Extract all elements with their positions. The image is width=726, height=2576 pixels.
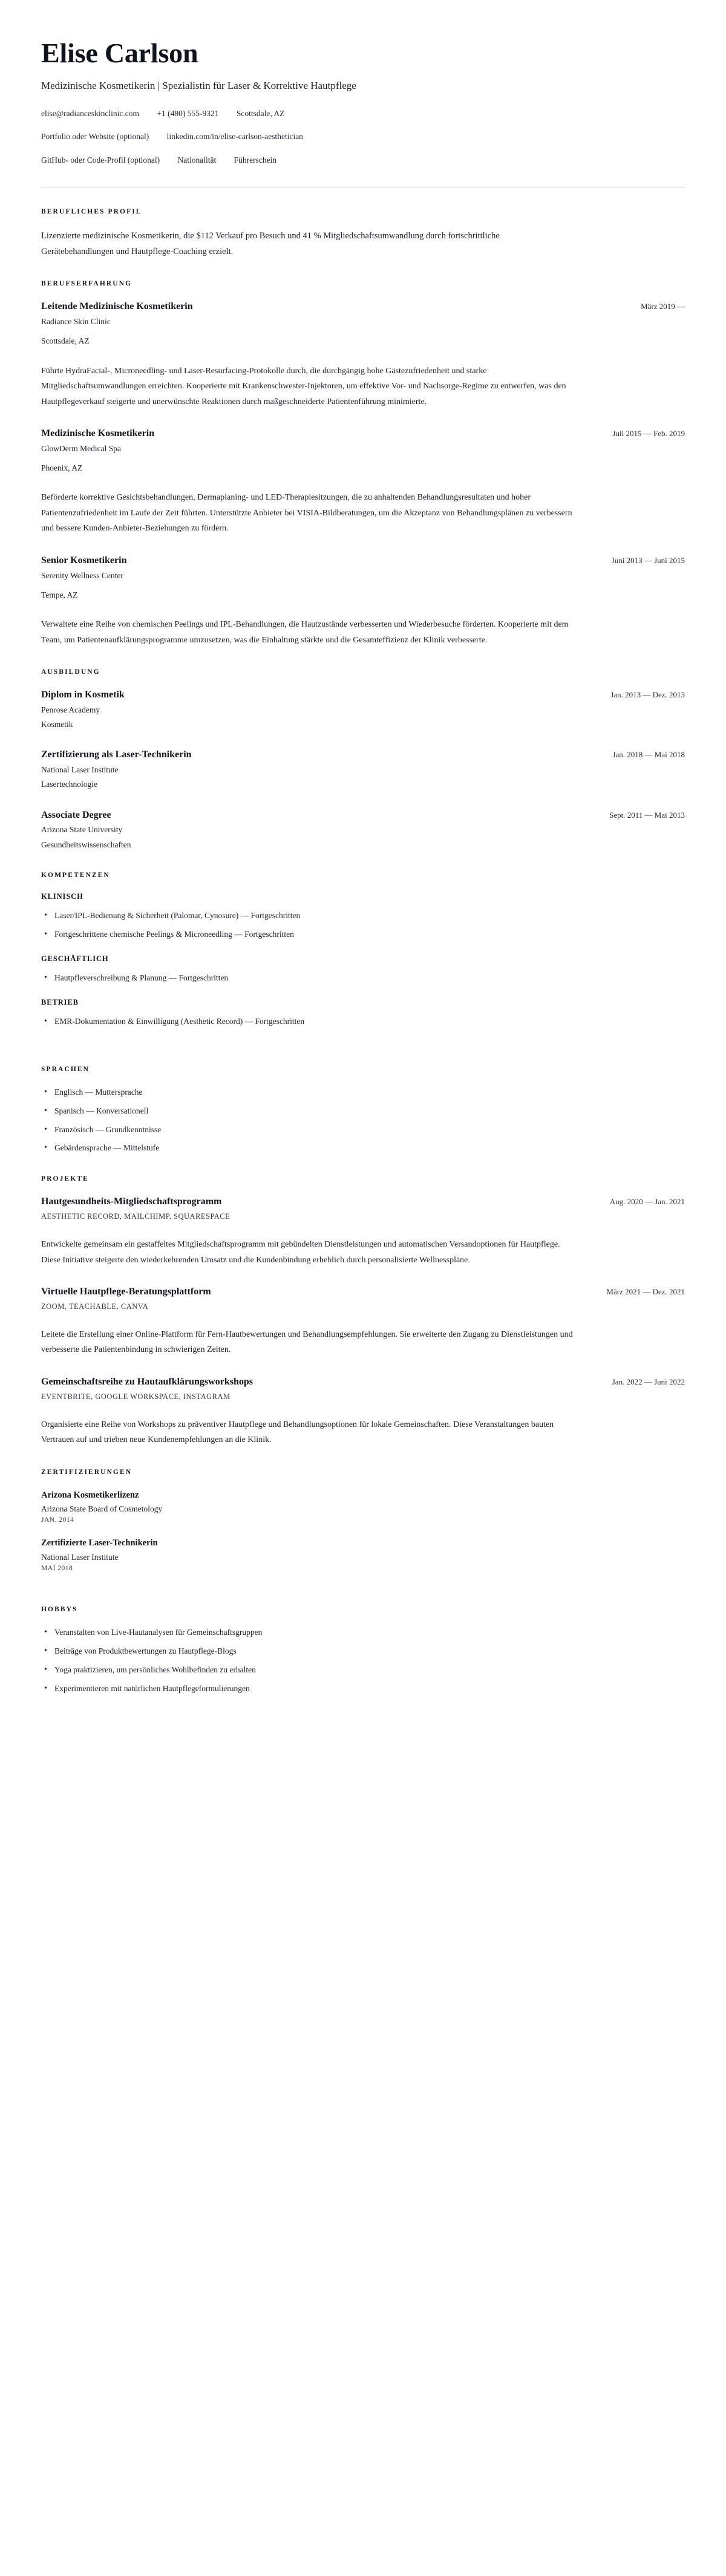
section-certifications (41, 1469, 685, 1573)
experience-role: Leitende Medizinische Kosmetikerin (41, 301, 193, 312)
section-title-projects: PROJEKTE (41, 1175, 89, 1183)
project-stack: EVENTBRITE, GOOGLE WORKSPACE, INSTAGRAM (41, 1392, 231, 1401)
contact-nationality: Nationalität (177, 155, 217, 165)
resume-header (41, 39, 685, 187)
summary-text: Lizenzierte medizinische Kosmetikerin, die $112 Verkauf pro Besuch und 41 % Mitgliedschaftsumwandlung durch fortschrittliche Gerätebehandlungen und Hautpflege-Coaching erzielt. (41, 230, 500, 256)
project-name: Virtuelle Hautpflege-Beratungsplattform (41, 1286, 211, 1297)
contact-row-2 (41, 131, 685, 143)
education-item-head (41, 689, 685, 702)
contact-drivers-license: Führerschein (234, 155, 277, 165)
certification-issuer: Arizona State Board of Cosmetology (41, 1504, 163, 1513)
project-stack: AESTHETIC RECORD, MAILCHIMP, SQUARESPACE (41, 1212, 231, 1221)
education-item-head (41, 809, 685, 822)
contact-location: Scottsdale, AZ (236, 109, 285, 119)
project-item (41, 1196, 685, 1268)
section-education (41, 668, 685, 851)
section-title-skills: KOMPETENZEN (41, 871, 110, 879)
project-date: Jan. 2022 — Juni 2022 (612, 1377, 685, 1386)
project-description: Entwickelte gemeinsam ein gestaffeltes Mitgliedschaftsprogramm mit gebündelten Dienstleistungen und automatischen Versandoptionen für Hautpflege. Diese Initiative steigerte den wiederkehrenden Umsatz und die Kundenbindung erheblich durch personalisierte Wellnesspläne. (41, 1240, 560, 1265)
certification-name: Arizona Kosmetikerlizenz (41, 1490, 139, 1500)
section-title-certifications: ZERTIFIZIERUNGEN (41, 1468, 132, 1476)
education-date: Jan. 2013 — Dez. 2013 (610, 690, 685, 700)
certification-date: JAN. 2014 (41, 1516, 74, 1524)
section-projects (41, 1175, 685, 1447)
spacer (41, 1032, 685, 1045)
skill-item: • EMR-Dokumentation & Einwilligung (Aesthetic Record) — Fortgeschritten (41, 1016, 685, 1028)
contact-linkedin[interactable]: linkedin.com/in/elise-carlson-aesthetician (166, 132, 303, 142)
section-hobbies (41, 1606, 685, 1695)
language-list (41, 1086, 685, 1155)
education-item (41, 689, 685, 731)
skill-group-geschaeftlich (41, 954, 685, 985)
section-title-languages: SPRACHEN (41, 1065, 90, 1073)
project-description: Organisierte eine Reihe von Workshops zu präventiver Hautpflege und Behandlungsoptionen für lokale Gemeinschaften. Diese Veranstaltungen bauten Vertrauen auf und trieben neue Kundenempfehlungen an die Klinik. (41, 1420, 554, 1445)
education-item (41, 809, 685, 851)
project-item (41, 1286, 685, 1358)
skill-group-klinisch (41, 892, 685, 941)
education-school: Penrose Academy (41, 705, 100, 714)
education-degree: Associate Degree (41, 809, 111, 820)
project-item-head (41, 1196, 685, 1208)
education-degree: Diplom in Kosmetik (41, 690, 125, 700)
certification-item (41, 1489, 685, 1524)
education-item-head (41, 749, 685, 761)
project-item-head (41, 1286, 685, 1299)
language-item: • Englisch — Muttersprache (41, 1086, 685, 1099)
education-degree: Zertifizierung als Laser-Technikerin (41, 749, 192, 760)
skill-group-title: GESCHÄFTLICH (41, 954, 109, 963)
section-title-hobbies: HOBBYS (41, 1606, 78, 1614)
skill-list (41, 1016, 685, 1028)
contact-email[interactable]: elise@radianceskinclinic.com (41, 109, 139, 119)
language-item: • Französisch — Grundkenntnisse (41, 1124, 685, 1136)
contact-phone[interactable]: +1 (480) 555-9321 (157, 109, 219, 119)
project-stack: ZOOM, TEACHABLE, CANVA (41, 1302, 149, 1311)
experience-role: Medizinische Kosmetikerin (41, 428, 155, 439)
certification-item (41, 1537, 685, 1572)
skill-group-title: BETRIEB (41, 997, 79, 1006)
project-description: Leitete die Erstellung einer Online-Plattform für Fern-Hautbewertungen und Behandlungsempfehlungen. Sie erweiterte den Zugang zu Dienstleistungen und verbesserte die Patientenbindung in schwierigen Zeiten. (41, 1329, 573, 1355)
experience-description: Führte HydraFacial-, Microneedling- und Laser-Resurfacing-Protokolle durch, die durchgängig hohe Gästezufriedenheit und starke Mitgliedschaftsumwandlungen erreichten. Kooperierte mit Krankenschwester-Injektoren, um effektive Vor- und Nachsorge-Regime zu entwerfen, was den Hautpflegeverkauf steigerte und unerwünschte Reaktionen durch maßgeschneiderte Patientenführung minimierte. (41, 366, 566, 406)
experience-role: Senior Kosmetikerin (41, 555, 127, 566)
hobby-item: • Beiträge von Produktbewertungen zu Hautpflege-Blogs (41, 1645, 685, 1658)
education-field: Lasertechnologie (41, 780, 97, 789)
education-school: National Laser Institute (41, 765, 119, 775)
experience-date: März 2019 — (641, 302, 685, 311)
skill-item: • Fortgeschrittene chemische Peelings & Microneedling — Fortgeschritten (41, 928, 685, 941)
section-title-summary: BERUFLICHES PROFIL (41, 207, 142, 215)
hobby-list (41, 1626, 685, 1695)
skill-list (41, 910, 685, 941)
skill-item: • Hautpfleverschreibung & Planung — Fortgeschritten (41, 972, 685, 985)
certification-date: MAI 2018 (41, 1565, 73, 1573)
education-school: Arizona State University (41, 825, 123, 835)
project-name: Hautgesundheits-Mitgliedschaftsprogramm (41, 1196, 222, 1207)
education-date: Sept. 2011 — Mai 2013 (609, 810, 685, 820)
candidate-headline: Medizinische Kosmetikerin | Spezialistin für Laser & Korrektive Hautpflege (41, 80, 356, 92)
education-date: Jan. 2018 — Mai 2018 (612, 750, 685, 760)
section-skills (41, 872, 685, 1028)
experience-org: GlowDerm Medical Spa (41, 443, 121, 453)
experience-item (41, 301, 685, 409)
experience-org: Radiance Skin Clinic (41, 317, 111, 327)
experience-location: Phoenix, AZ (41, 463, 83, 473)
contact-portfolio[interactable]: Portfolio oder Website (optional) (41, 132, 149, 142)
experience-location: Tempe, AZ (41, 590, 78, 599)
certification-name: Zertifizierte Laser-Technikerin (41, 1538, 158, 1548)
contact-row-1 (41, 108, 685, 120)
hobby-item: • Yoga praktizieren, um persönliches Wohlbefinden zu erhalten (41, 1664, 685, 1677)
project-item (41, 1376, 685, 1448)
contact-row-3 (41, 154, 685, 166)
education-item (41, 749, 685, 791)
project-name: Gemeinschaftsreihe zu Hautaufklärungsworkshops (41, 1376, 253, 1387)
experience-date: Juni 2013 — Juni 2015 (611, 555, 685, 565)
experience-item (41, 428, 685, 536)
education-field: Gesundheitswissenschaften (41, 840, 131, 849)
skill-group-betrieb (41, 998, 685, 1028)
section-title-education: AUSBILDUNG (41, 668, 100, 676)
experience-description: Verwaltete eine Reihe von chemischen Peelings und IPL-Behandlungen, die Hautzustände verbesserten und Wiederbesuche förderten. Kooperierte mit dem Team, um Patientenaufklärungsprogramme umzusetzen, was die Einhaltung stärkte und die Gesamteffizienz der Klinik verbesserte. (41, 620, 569, 645)
skill-item: • Laser/IPL-Bedienung & Sicherheit (Palomar, Cynosure) — Fortgeschritten (41, 910, 685, 922)
contact-github[interactable]: GitHub- oder Code-Profil (optional) (41, 155, 160, 165)
education-field: Kosmetik (41, 720, 73, 729)
candidate-name: Elise Carlson (41, 37, 198, 68)
experience-date: Juli 2015 — Feb. 2019 (612, 429, 685, 439)
experience-item-head (41, 555, 685, 567)
experience-org: Serenity Wellness Center (41, 570, 123, 580)
skill-list (41, 972, 685, 985)
project-item-head (41, 1376, 685, 1389)
spacer (41, 1572, 685, 1585)
experience-description: Beförderte korrektive Gesichtsbehandlungen, Dermaplaning- und LED-Therapiesitzungen, die zu anhaltenden Behandlungsresultaten und hoher Patientenzufriedenheit im Laufe der Zeit führten. Unterstützte Anbieter bei VISIA-Bildberatungen, um die Akzeptanz von Behandlungsplänen zu verbessern und bessere Kunden-Anbieter-Beziehungen zu fördern. (41, 493, 572, 533)
project-date: Aug. 2020 — Jan. 2021 (609, 1197, 685, 1207)
section-experience (41, 280, 685, 648)
hobby-item: • Experimentieren mit natürlichen Hautpflegeformulierungen (41, 1683, 685, 1695)
project-date: März 2021 — Dez. 2021 (606, 1287, 685, 1297)
hobby-item: • Veranstalten von Live-Hautanalysen für Gemeinschaftsgruppen (41, 1626, 685, 1639)
language-item: • Spanisch — Konversationell (41, 1105, 685, 1118)
skill-group-title: KLINISCH (41, 892, 83, 901)
language-item: • Gebärdensprache — Mittelstufe (41, 1142, 685, 1155)
section-title-experience: BERUFSERFAHRUNG (41, 280, 132, 288)
section-languages (41, 1066, 685, 1155)
experience-item-head (41, 428, 685, 440)
experience-item (41, 555, 685, 648)
experience-item-head (41, 301, 685, 313)
section-professional-summary (41, 208, 685, 260)
experience-location: Scottsdale, AZ (41, 336, 90, 346)
certification-issuer: National Laser Institute (41, 1552, 119, 1562)
